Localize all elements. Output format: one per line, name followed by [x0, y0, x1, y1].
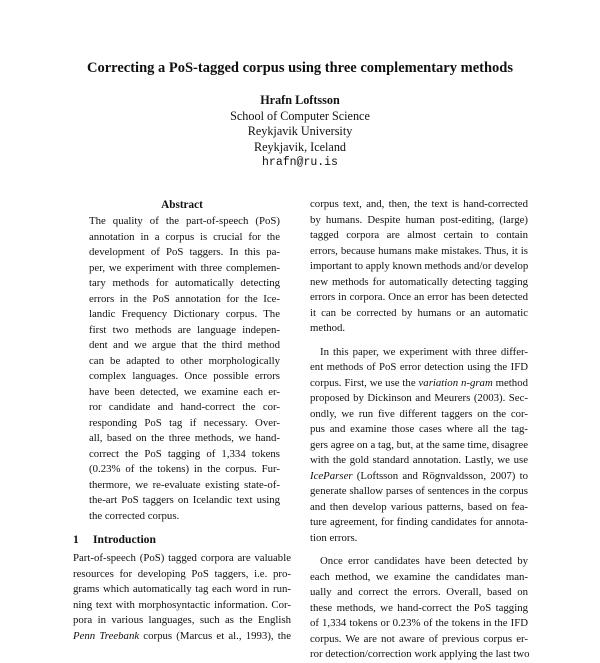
abstract-line: thermore, we re-evaluate existing state-of-	[89, 478, 280, 491]
body-line: by humans. Despite human post-editing, (large)	[310, 213, 528, 226]
right-paragraph-2	[310, 345, 528, 547]
author-affiliation-school: School of Computer Science	[230, 108, 370, 123]
author-name: Hrafn Loftsson	[260, 93, 340, 107]
author-affiliation-location: Reykjavik, Iceland	[253, 139, 347, 154]
abstract-line: The quality of the part-of-speech (PoS)	[89, 215, 280, 227]
intro-line: ning text with morphosyntactic information. Cor-	[73, 598, 291, 611]
body-line: ent methods of PoS error detection using the IFD	[310, 361, 528, 373]
abstract-line: have been detected, we examine each er-	[89, 385, 280, 398]
body-line: tion errors.	[310, 531, 358, 544]
author-block	[0, 93, 600, 171]
abstract-line: development of PoS taggers. In this pa-	[89, 246, 280, 258]
body-line: errors in corpora. Once an error has been detected	[310, 291, 528, 303]
intro-line: grams which automatically tag each word in run-	[73, 583, 291, 595]
body-line: ually and correct the errors. Overall, based on	[310, 586, 528, 598]
introduction-body	[73, 551, 291, 644]
body-line: important to apply known methods and/or develop	[310, 260, 529, 272]
body-line: In this paper, we experiment with three differ-	[320, 345, 528, 358]
body-line: these methods, we hand-correct the PoS tagging	[310, 601, 528, 614]
abstract-line: the-art PoS taggers on Icelandic text using	[89, 494, 280, 506]
right-paragraph-3	[310, 554, 528, 663]
abstract-line: first two methods are language indepen-	[89, 323, 280, 336]
intro-line	[73, 629, 291, 645]
paper-title: Correcting a PoS-tagged corpus using three complementary methods	[87, 60, 513, 76]
section-title: Introduction	[93, 533, 156, 546]
body-line: method.	[310, 322, 346, 334]
penn-treebank-text: Penn Treebank	[73, 629, 140, 642]
paragraph-gap	[310, 546, 528, 554]
body-line: generate shallow parses of sentences in the corpus	[310, 485, 528, 497]
body-line: Once error candidates have been detected by	[320, 555, 528, 567]
abstract-line: errors in the PoS annotation for the Ice-	[89, 292, 280, 305]
body-line: pus and examine those cases where all the tag-	[310, 423, 528, 435]
abstract-line: the corrected corpus.	[89, 509, 180, 522]
right-paragraph-1	[310, 197, 528, 337]
body-line: proposed by Dickinson and Meurers (2003). Sec-	[310, 392, 528, 404]
body-line: errors, because humans make mistakes. Thus, it is	[310, 244, 528, 257]
intro-line: Part-of-speech (PoS) tagged corpora are valuable	[73, 552, 291, 564]
abstract-line: responding PoS tag if necessary. Over-	[89, 416, 280, 429]
abstract-line: all, based on the three methods, we hand-	[89, 432, 280, 444]
abstract-body	[73, 214, 291, 524]
abstract-line: landic Frequency Dictionary corpus. The	[89, 308, 280, 320]
abstract-line: (0.23% of the tokens) in the corpus. Fur-	[89, 463, 280, 475]
abstract-line: annotation in a corpus is crucial for the	[89, 230, 280, 243]
body-text: method	[492, 376, 529, 389]
body-line: it can be corrected by humans or an automatic	[310, 306, 528, 319]
abstract-line: ror candidate and hand-correct the cor-	[89, 401, 280, 413]
left-column	[73, 197, 291, 644]
section-heading-introduction	[73, 531, 291, 548]
section-number: 1	[73, 533, 79, 546]
abstract-line: dent and we argue that the third method	[89, 339, 280, 351]
abstract-line: per, we experiment with three complemen-	[89, 261, 280, 274]
body-text: corpus. First, we use the	[310, 376, 419, 389]
author-email: hrafn@ru.is	[262, 156, 338, 169]
iceparser-text: IceParser	[310, 469, 353, 482]
body-line: corpus text, and, then, the text is hand-corrected	[310, 198, 528, 210]
body-line: of 1,334 tokens or 0.23% of the tokens in the IFD	[310, 617, 528, 629]
body-line: ondly, we run five different taggers on the cor-	[310, 407, 528, 420]
paragraph-gap	[310, 337, 528, 345]
right-column	[310, 197, 528, 663]
intro-line-rest: corpus (Marcus et al., 1993), the	[139, 629, 291, 642]
author-affiliation-university: Reykjavik University	[247, 124, 353, 138]
abstract-line: correct the PoS tagging of 1,334 tokens	[89, 447, 280, 460]
body-line: each method, we examine the candidates man-	[310, 570, 528, 583]
intro-line: resources for developing PoS taggers, i.e. pro-	[73, 567, 291, 580]
body-line: tagged corpora are almost certain to contain	[310, 229, 528, 241]
body-line	[310, 376, 528, 392]
body-line	[310, 469, 528, 485]
abstract-line: complex languages. Once possible errors	[89, 370, 280, 382]
variation-ngram-text: variation n-gram	[418, 376, 493, 389]
abstract-line: tary methods for automatically detecting	[89, 277, 280, 289]
body-line: new methods for automatically detecting tagging	[310, 275, 528, 288]
body-line: and then develop various patterns, based on fea-	[310, 500, 528, 513]
body-line: ture agreement, for finding candidates for annota-	[310, 516, 528, 528]
intro-line: pora in various languages, such as the English	[73, 614, 291, 626]
body-line: with the gold standard annotation. Lastly, we use	[310, 454, 528, 466]
body-line: corpus. We are not aware of previous corpus er-	[310, 632, 528, 645]
body-line: gers agree on a tag, but, at the same time, disagree	[310, 438, 528, 451]
abstract-line: can be adapted to other morphologically	[89, 354, 280, 367]
body-text: (Loftsson and Rögnvaldsson, 2007) to	[352, 469, 528, 482]
body-line: ror detection/correction work applying the last two	[310, 648, 530, 660]
abstract-heading: Abstract	[161, 199, 203, 211]
